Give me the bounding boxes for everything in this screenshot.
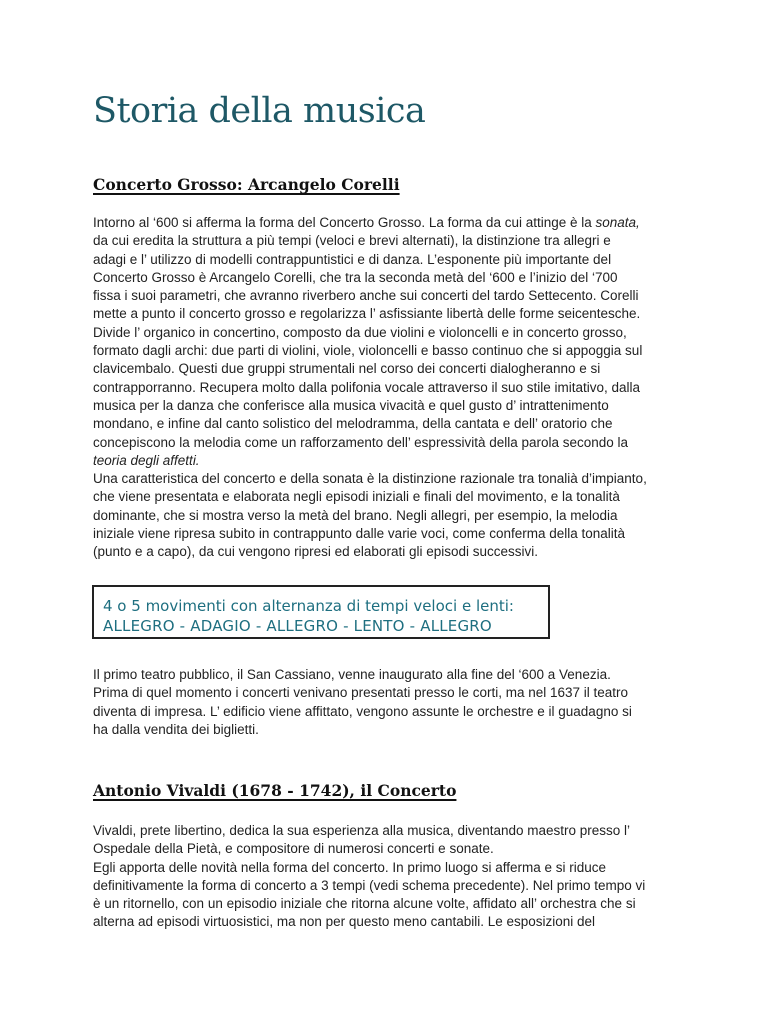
paragraph-line [93,525,693,543]
paragraph-line [93,324,693,342]
paragraph-line [93,305,693,323]
paragraph-line: alterna ad episodi virtuosistici, ma non per questo meno cantabili. Le esposizioni del [93,914,596,930]
paragraph-line [93,470,693,488]
paragraph-line [93,543,693,561]
paragraph-line: Vivaldi, prete libertino, dedica la sua esperienza alla musica, diventando maestro presso l’ [93,823,631,838]
line-text: clavicembalo. Questi due gruppi strumentali nel corso dei concerti dialogheranno e si [93,361,601,377]
paragraph-line [93,342,693,360]
paragraph-line [93,232,693,250]
paragraph-line [93,287,693,305]
paragraph-line: Il primo teatro pubblico, il San Cassiano, venne inaugurato alla fine del ‘600 a Venezia. [93,667,611,682]
paragraph-line: Egli apporta delle novità nella forma del concerto. In primo luogo si afferma e si riduce [93,859,607,875]
paragraph-line [93,434,693,452]
paragraph-line [93,507,693,525]
line-text: (punto e a capo), da cui vengono ripresi ed elaborati gli episodi successivi. [93,544,539,560]
paragraph-line: definitivamente la forma di concerto a 3 tempi (vedi schema precedente). Nel primo tempo vi [93,877,646,893]
callout-line-2: ALLEGRO - ADAGIO - ALLEGRO - LENTO - ALLEGRO [103,617,492,635]
line-text: formato dagli archi: due parti di violini, viole, violoncelli e basso continuo che si appoggia sul [93,343,643,359]
paragraph-line: Prima di quel momento i concerti venivano presentati presso le corti, ma nel 1637 il teatro [93,685,629,701]
line-text: adagi e l’ utilizzo di modelli contrappuntistici e di danza. L’esponente più importante del [93,251,612,267]
line-text: Intorno al ‘600 si afferma la forma del Concerto Grosso. La forma da cui attinge è la [93,215,596,230]
paragraph-line [93,360,693,378]
line-text: fissa i suoi parametri, che avranno riverbero anche sui concerti del tardo Settecento. Corelli [93,288,639,304]
corelli-paragraph [93,214,693,562]
movements-callout-box [92,585,550,639]
paragraph-line [93,214,693,232]
paragraph-line: è un ritornello, con un episodio iniziale che ritorna alcune volte, affidato all’ orchestra che si [93,896,636,912]
paragraph-line [93,397,693,415]
line-text: mondano, e infine dal canto solistico del melodramma, della cantata e dell’ oratorio che [93,416,613,432]
line-text: Divide l’ organico in concertino, composto da due violini e violoncelli e in concerto grosso, [93,324,627,340]
line-text: iniziale viene ripresa subito in contrappunto dalle varie voci, come conferma della tonalità [93,526,626,542]
line-text: da cui eredita la struttura a più tempi (veloci e brevi alternati), la distinzione tra allegri e [93,233,611,249]
line-text: mette a punto il concerto grosso e regolarizza l’ asfissiante libertà delle forme seicentesche. [93,306,641,322]
page-title: Storia della musica [93,91,426,131]
paragraph-line [93,269,693,287]
line-text: concepiscono la melodia come un rafforzamento dell’ espressività della parola secondo la [93,434,629,450]
section-heading-vivaldi: Antonio Vivaldi (1678 - 1742), il Concerto [93,781,457,800]
italic-term: sonata, [595,215,640,230]
section-heading-corelli: Concerto Grosso: Arcangelo Corelli [93,175,400,194]
teatro-paragraph [93,666,693,739]
paragraph-line [93,379,693,397]
line-text: Concerto Grosso è Arcangelo Corelli, che tra la seconda metà del ‘600 e l’inizio del ‘700 [93,269,618,285]
paragraph-line [93,452,693,470]
paragraph-line: ha dalla vendita dei biglietti. [93,721,259,737]
paragraph-line [93,488,693,506]
italic-term: teoria degli affetti. [93,452,200,468]
line-text: contrapporranno. Recupera molto dalla polifonia vocale attraverso il suo stile imitativo, dalla [93,379,641,395]
line-text: musica per la danza che conferisce alla musica vivacità e quel gusto d’ intrattenimento [93,397,609,413]
line-text: dominante, che si mostra verso la metà del brano. Negli allegri, per esempio, la melodia [93,507,618,523]
callout-line-1: 4 o 5 movimenti con alternanza di tempi veloci e lenti: [103,597,514,615]
paragraph-line [93,251,693,269]
line-text: che viene presentata e elaborata negli episodi iniziali e finali del movimento, e la tonalità [93,489,620,505]
vivaldi-paragraph [93,822,693,932]
line-text: Una caratteristica del concerto e della sonata è la distinzione razionale tra tonalià d’impianto, [93,471,647,487]
paragraph-line [93,415,693,433]
paragraph-line: Ospedale della Pietà, e compositore di numerosi concerti e sonate. [93,841,494,857]
paragraph-line: diventa di impresa. L’ edificio viene affittato, vengono assunte le orchestre e il guadagno si [93,703,632,719]
